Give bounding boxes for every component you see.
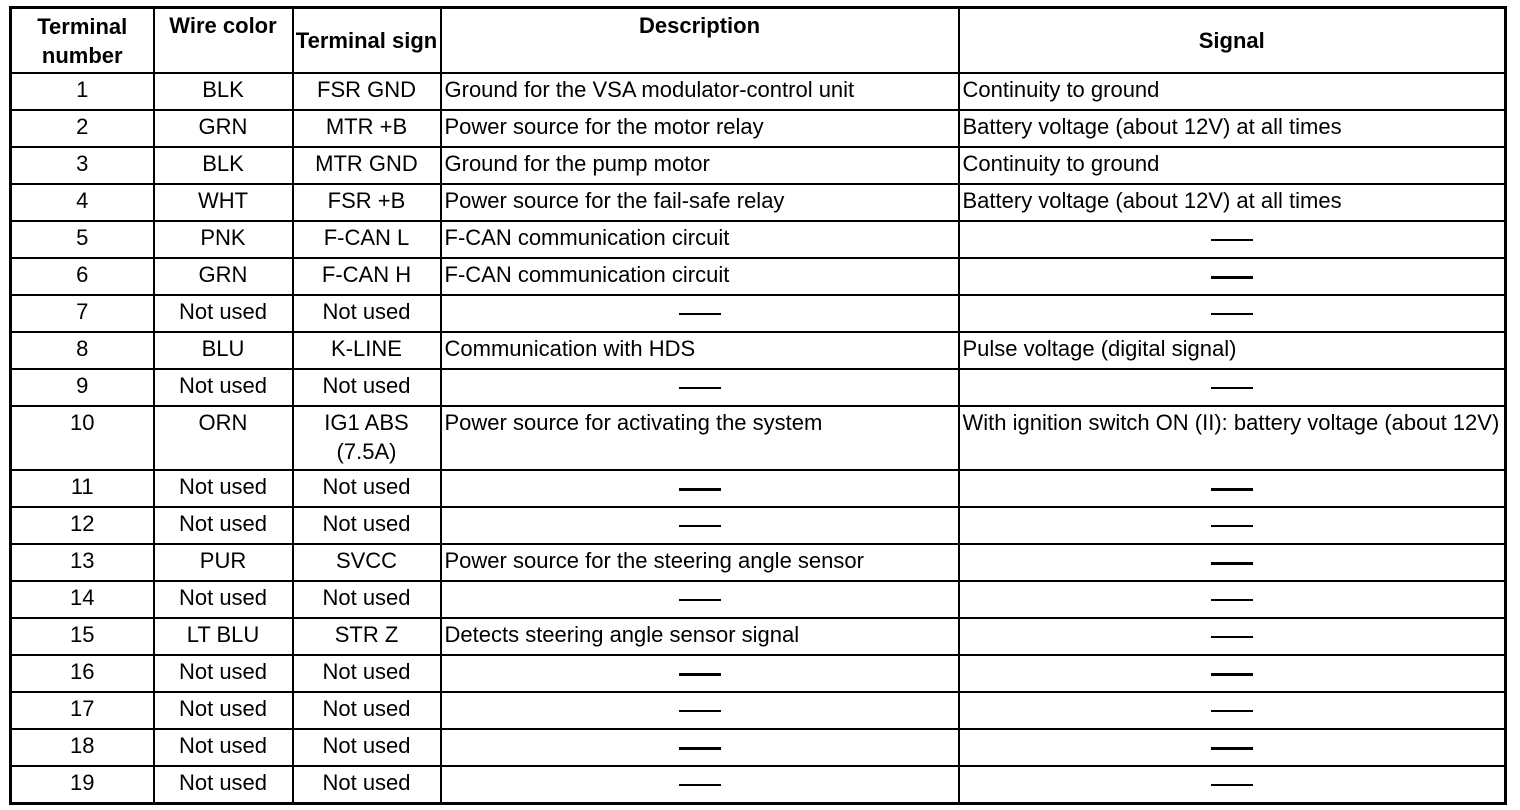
cell-signal	[959, 507, 1506, 544]
cell-terminal-number: 3	[11, 147, 154, 184]
table-row	[11, 147, 1506, 184]
cell-wire-color: GRN	[154, 110, 293, 147]
header-row	[11, 8, 1506, 74]
cell-signal: Pulse voltage (digital signal)	[959, 332, 1506, 369]
cell-terminal-sign: SVCC	[293, 544, 441, 581]
table-row	[11, 729, 1506, 766]
table-row	[11, 655, 1506, 692]
table-row	[11, 766, 1506, 804]
empty-dash	[679, 673, 721, 676]
table-row	[11, 73, 1506, 110]
cell-terminal-number: 1	[11, 73, 154, 110]
cell-signal: Continuity to ground	[959, 73, 1506, 110]
cell-signal	[959, 544, 1506, 581]
empty-dash	[1211, 488, 1253, 491]
table-row	[11, 110, 1506, 147]
cell-wire-color: LT BLU	[154, 618, 293, 655]
cell-wire-color: BLU	[154, 332, 293, 369]
empty-dash	[679, 525, 721, 527]
cell-wire-color: BLK	[154, 73, 293, 110]
cell-signal: With ignition switch ON (II): battery voltage (about 12V)	[959, 406, 1506, 470]
cell-description	[441, 295, 959, 332]
empty-dash	[679, 599, 721, 601]
empty-dash	[1211, 710, 1253, 712]
cell-description: Power source for the steering angle sensor	[441, 544, 959, 581]
cell-description: Ground for the pump motor	[441, 147, 959, 184]
cell-signal	[959, 618, 1506, 655]
cell-signal	[959, 221, 1506, 258]
cell-terminal-number: 5	[11, 221, 154, 258]
cell-terminal-sign: FSR +B	[293, 184, 441, 221]
cell-terminal-sign: Not used	[293, 369, 441, 406]
terminal-table	[9, 6, 1507, 805]
cell-wire-color: WHT	[154, 184, 293, 221]
cell-terminal-sign: STR Z	[293, 618, 441, 655]
cell-terminal-sign: Not used	[293, 692, 441, 729]
cell-signal	[959, 470, 1506, 507]
cell-terminal-number: 4	[11, 184, 154, 221]
table-row	[11, 258, 1506, 295]
cell-signal: Continuity to ground	[959, 147, 1506, 184]
cell-terminal-sign: Not used	[293, 581, 441, 618]
empty-dash	[1211, 239, 1253, 241]
cell-terminal-sign: MTR +B	[293, 110, 441, 147]
table-row	[11, 406, 1506, 470]
cell-description	[441, 692, 959, 729]
cell-signal	[959, 581, 1506, 618]
cell-wire-color: Not used	[154, 369, 293, 406]
cell-terminal-sign: F-CAN H	[293, 258, 441, 295]
cell-wire-color: Not used	[154, 655, 293, 692]
empty-dash	[679, 784, 721, 786]
table-header	[11, 8, 1506, 74]
cell-terminal-number: 7	[11, 295, 154, 332]
cell-terminal-number: 15	[11, 618, 154, 655]
header-signal: Signal	[959, 8, 1506, 74]
cell-terminal-number: 18	[11, 729, 154, 766]
cell-terminal-sign: MTR GND	[293, 147, 441, 184]
cell-wire-color: Not used	[154, 470, 293, 507]
cell-signal	[959, 655, 1506, 692]
cell-terminal-sign: Not used	[293, 655, 441, 692]
empty-dash	[1211, 313, 1253, 315]
cell-signal	[959, 258, 1506, 295]
table-body	[11, 73, 1506, 804]
empty-dash	[1211, 747, 1253, 750]
cell-terminal-number: 6	[11, 258, 154, 295]
header-wire-color: Wire color	[154, 8, 293, 74]
cell-wire-color: Not used	[154, 692, 293, 729]
cell-terminal-number: 8	[11, 332, 154, 369]
cell-terminal-sign: F-CAN L	[293, 221, 441, 258]
cell-description	[441, 766, 959, 804]
table-row	[11, 544, 1506, 581]
cell-description	[441, 470, 959, 507]
table-row	[11, 295, 1506, 332]
empty-dash	[679, 710, 721, 712]
cell-wire-color: Not used	[154, 766, 293, 804]
empty-dash	[1211, 673, 1253, 676]
cell-signal: Battery voltage (about 12V) at all times	[959, 184, 1506, 221]
cell-terminal-number: 19	[11, 766, 154, 804]
cell-terminal-number: 2	[11, 110, 154, 147]
empty-dash	[1211, 599, 1253, 601]
cell-description	[441, 369, 959, 406]
cell-terminal-sign: Not used	[293, 507, 441, 544]
table-row	[11, 470, 1506, 507]
empty-dash	[1211, 562, 1253, 565]
cell-terminal-sign: Not used	[293, 766, 441, 804]
header-terminal-number: Terminal number	[11, 8, 154, 74]
empty-dash	[679, 387, 721, 389]
cell-terminal-sign: FSR GND	[293, 73, 441, 110]
cell-description: Detects steering angle sensor signal	[441, 618, 959, 655]
table-row	[11, 581, 1506, 618]
cell-wire-color: ORN	[154, 406, 293, 470]
table-row	[11, 332, 1506, 369]
cell-wire-color: Not used	[154, 729, 293, 766]
cell-description: F-CAN communication circuit	[441, 258, 959, 295]
table-row	[11, 507, 1506, 544]
cell-description: Power source for activating the system	[441, 406, 959, 470]
cell-terminal-sign: Not used	[293, 729, 441, 766]
header-description: Description	[441, 8, 959, 74]
cell-wire-color: BLK	[154, 147, 293, 184]
cell-description	[441, 729, 959, 766]
cell-description: Communication with HDS	[441, 332, 959, 369]
cell-wire-color: PUR	[154, 544, 293, 581]
header-terminal-sign: Terminal sign	[293, 8, 441, 74]
cell-terminal-number: 9	[11, 369, 154, 406]
cell-terminal-number: 11	[11, 470, 154, 507]
cell-signal: Battery voltage (about 12V) at all times	[959, 110, 1506, 147]
cell-wire-color: GRN	[154, 258, 293, 295]
cell-terminal-number: 12	[11, 507, 154, 544]
cell-wire-color: PNK	[154, 221, 293, 258]
cell-wire-color: Not used	[154, 295, 293, 332]
cell-description: Power source for the fail-safe relay	[441, 184, 959, 221]
cell-description	[441, 581, 959, 618]
table-row	[11, 369, 1506, 406]
empty-dash	[1211, 387, 1253, 389]
cell-wire-color: Not used	[154, 507, 293, 544]
cell-wire-color: Not used	[154, 581, 293, 618]
cell-description	[441, 655, 959, 692]
empty-dash	[1211, 636, 1253, 638]
cell-signal	[959, 369, 1506, 406]
empty-dash	[1211, 784, 1253, 786]
cell-signal	[959, 295, 1506, 332]
empty-dash	[679, 488, 721, 491]
cell-terminal-sign: Not used	[293, 295, 441, 332]
cell-description	[441, 507, 959, 544]
empty-dash	[679, 747, 721, 750]
table-row	[11, 618, 1506, 655]
table-row	[11, 184, 1506, 221]
cell-terminal-sign: K-LINE	[293, 332, 441, 369]
cell-description: F-CAN communication circuit	[441, 221, 959, 258]
table-row	[11, 692, 1506, 729]
cell-signal	[959, 729, 1506, 766]
cell-terminal-number: 14	[11, 581, 154, 618]
empty-dash	[1211, 525, 1253, 527]
cell-terminal-number: 10	[11, 406, 154, 470]
cell-signal	[959, 766, 1506, 804]
cell-terminal-number: 17	[11, 692, 154, 729]
empty-dash	[679, 313, 721, 315]
empty-dash	[1211, 276, 1253, 279]
table-row	[11, 221, 1506, 258]
cell-terminal-number: 13	[11, 544, 154, 581]
cell-terminal-sign: IG1 ABS (7.5A)	[293, 406, 441, 470]
cell-terminal-number: 16	[11, 655, 154, 692]
cell-description: Ground for the VSA modulator-control unit	[441, 73, 959, 110]
cell-terminal-sign: Not used	[293, 470, 441, 507]
cell-description: Power source for the motor relay	[441, 110, 959, 147]
cell-signal	[959, 692, 1506, 729]
